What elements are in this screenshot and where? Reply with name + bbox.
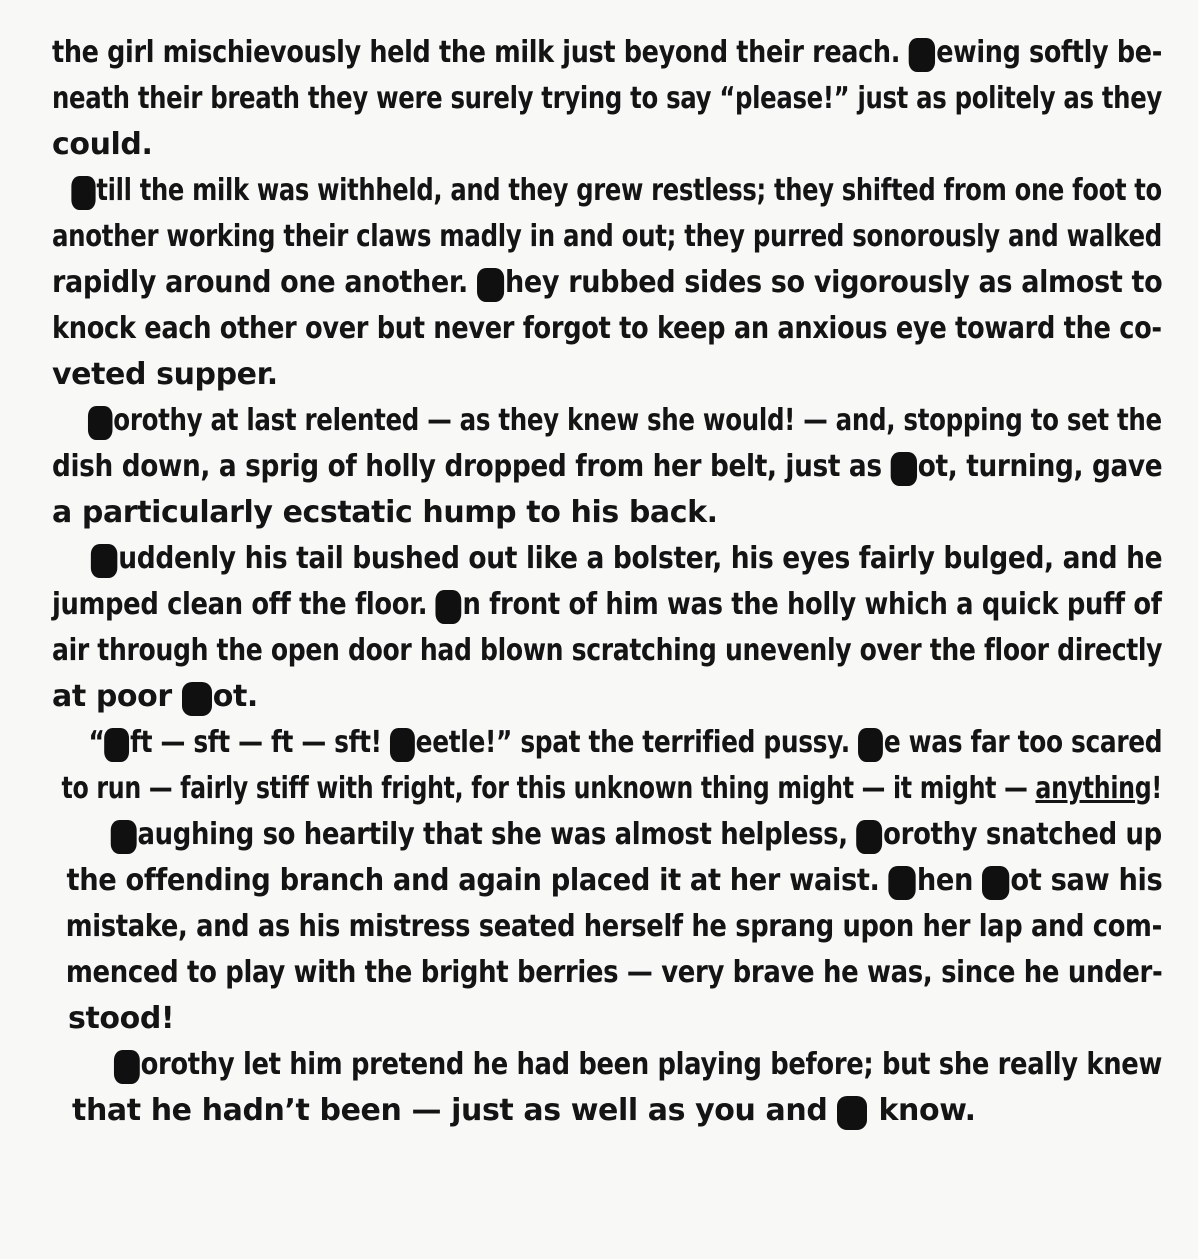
text-run: orothy let him pretend he had been playing before; but she really knew	[140, 1047, 1162, 1082]
text-run: know.	[868, 1093, 976, 1128]
text-line	[52, 904, 1162, 950]
text-run: a particularly ecstatic hump to his back.	[52, 495, 718, 530]
text-line	[52, 996, 1162, 1042]
text-run: another working their claws madly in and out; they purred sonorously and walked	[52, 219, 1162, 254]
text-line	[52, 122, 1162, 168]
text-run: orothy snatched up	[883, 817, 1162, 852]
drop-cap-initial: D	[89, 404, 111, 442]
text-run: jumped clean off the floor.	[52, 587, 436, 622]
drop-cap-initial: H	[859, 726, 882, 764]
text-run: uddenly his tail bushed out like a bolster, his eyes fairly bulged, and he	[118, 541, 1163, 576]
drop-cap-initial: T	[889, 866, 916, 900]
text-run: knock each other over but never forgot to keep an anxious eye toward the co-	[52, 311, 1162, 346]
drop-cap-initial: B	[390, 728, 415, 762]
text-run: ot.	[212, 679, 258, 714]
drop-cap-initial: D	[858, 818, 881, 856]
text-line	[52, 398, 1162, 444]
text-run: at poor	[52, 679, 182, 714]
text-run: n front of him was the holly which a quick puff of	[462, 587, 1162, 622]
text-line	[52, 858, 1163, 904]
text-run: !	[1151, 771, 1162, 806]
text-run: ewing softly be-	[936, 35, 1162, 70]
text-run: that he hadn’t been — just as well as you and	[72, 1093, 838, 1128]
text-run: the offending branch and again placed it at her waist.	[66, 863, 889, 898]
drop-cap-initial: D	[183, 680, 210, 718]
text-run: ot, turning, gave	[917, 449, 1163, 484]
text-run: neath their breath they were surely trying to say “please!” just as politely as they	[52, 81, 1162, 116]
drop-cap-initial: D	[892, 450, 916, 488]
drop-cap-initial: M	[908, 36, 936, 74]
text-line	[52, 582, 1162, 628]
text-run: hey rubbed sides so vigorously as almost to	[505, 265, 1163, 300]
text-run: ft — sft — ft — sft!	[130, 725, 391, 760]
text-run: air through the open door had blown scratching unevenly over the floor directly	[52, 633, 1163, 668]
text-run: ot saw his	[1010, 863, 1163, 898]
text-run: veted supper.	[52, 357, 278, 392]
text-line	[52, 766, 1162, 812]
text-run: till the milk was withheld, and they grew restless; they shifted from one foot to	[96, 173, 1162, 208]
text-line	[52, 628, 1163, 674]
text-line	[52, 720, 1163, 766]
text-run: rapidly around one another.	[52, 265, 478, 300]
text-run: to run — fairly stiff with fright, for this unknown thing might — it might —	[61, 771, 1036, 806]
text-line	[52, 674, 1162, 720]
text-run: orothy at last relented — as they knew she would! — and, stopping to set the	[113, 403, 1162, 438]
text-run: the girl mischievously held the milk just beyond their reach.	[52, 35, 909, 70]
story-text	[52, 30, 1162, 1134]
text-run: could.	[52, 127, 153, 162]
text-run: menced to play with the bright berries — very brave he was, since he under-	[65, 955, 1163, 990]
drop-cap-initial: L	[111, 820, 137, 854]
text-line	[52, 490, 1162, 536]
text-run: e was far too scared	[883, 725, 1163, 760]
text-run: hen	[916, 863, 983, 898]
text-run: “	[88, 725, 105, 760]
drop-cap-initial: D	[983, 864, 1008, 902]
text-line	[52, 950, 1163, 996]
text-line	[52, 168, 1162, 214]
text-run: aughing so heartily that she was almost helpless,	[137, 817, 857, 852]
text-line	[52, 306, 1162, 352]
text-line	[52, 1088, 1162, 1134]
text-run: eetle!” spat the terrified pussy.	[415, 725, 859, 760]
text-line	[52, 352, 1162, 398]
underlined-word: anything	[1035, 771, 1152, 806]
drop-cap-initial: T	[477, 268, 504, 302]
drop-cap-initial: S	[71, 176, 95, 210]
drop-cap-initial: I	[837, 1096, 867, 1130]
text-line	[52, 260, 1163, 306]
drop-cap-initial: I	[436, 590, 462, 624]
text-run: mistake, and as his mistress seated herself he sprang upon her lap and com-	[65, 909, 1162, 944]
text-line	[52, 214, 1162, 260]
text-run: dish down, a sprig of holly dropped from her belt, just as	[52, 449, 891, 484]
drop-cap-initial: D	[115, 1048, 139, 1086]
drop-cap-initial: S	[91, 544, 117, 578]
text-line	[52, 30, 1162, 76]
text-run: stood!	[68, 1001, 175, 1036]
text-line	[52, 1042, 1162, 1088]
text-line	[52, 812, 1162, 858]
text-line	[52, 444, 1163, 490]
text-line	[52, 76, 1162, 122]
drop-cap-initial: S	[104, 728, 129, 762]
text-line	[52, 536, 1163, 582]
